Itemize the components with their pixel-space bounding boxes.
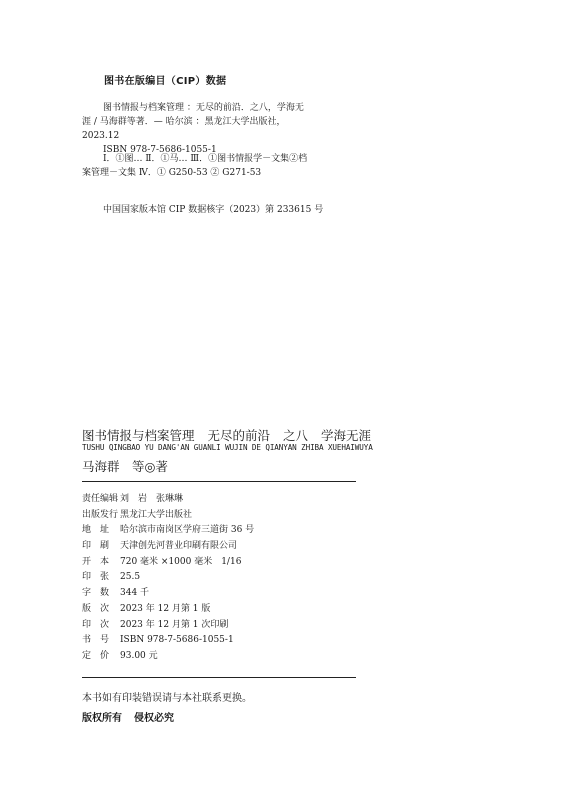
detail-row [82, 555, 254, 571]
detail-row [82, 633, 254, 649]
cip-description [82, 101, 372, 157]
detail-row [82, 618, 254, 634]
copyright-infringement: 侵权必究 [134, 713, 174, 724]
detail-row [82, 570, 254, 586]
copyright-notice [82, 709, 186, 724]
book-title-subtitle: 学海无涯 [321, 428, 372, 443]
detail-row [82, 508, 254, 524]
cip-description-line: 涯 / 马海群等著．— 哈尔滨 ：黑龙江大学出版社， [82, 117, 286, 127]
detail-value: 天津创先河普业印刷有限公司 [120, 541, 238, 552]
detail-label: 印 次 [82, 619, 110, 630]
cip-description-line: 2023.12 [82, 131, 120, 141]
detail-row [82, 586, 254, 602]
printing-error-notice: 本书如有印装错误请与本社联系更换。 [82, 693, 252, 704]
book-title-volume: 之八 [283, 428, 309, 443]
detail-row [82, 602, 254, 618]
detail-row [82, 523, 254, 539]
detail-value: ISBN 978-7-5686-1055-1 [120, 635, 234, 646]
detail-label: 印 刷 [82, 541, 110, 552]
book-title-series: 无尽的前沿 [207, 428, 271, 443]
detail-value: 哈尔滨市南岗区学府三道街 36 号 [120, 525, 255, 536]
cip-classification-line: Ⅰ．①图… Ⅱ．①马… Ⅲ．①图书情报学－文集②档 [103, 154, 308, 164]
detail-label: 开 本 [82, 556, 110, 567]
detail-label: 地 址 [82, 525, 110, 536]
detail-label: 字 数 [82, 588, 110, 599]
detail-row [82, 649, 254, 665]
detail-label: 定 价 [82, 650, 110, 661]
book-title-pinyin: TUSHU QINGBAO YU DANG'AN GUANLI WUJIN DE QIANYAN ZHIBA XUEHAIWUYA [82, 443, 373, 452]
book-title-main: 图书情报与档案管理 [82, 428, 195, 443]
detail-value: 93.00 元 [120, 650, 158, 661]
detail-value: 25.5 [120, 572, 141, 583]
detail-label: 印 张 [82, 572, 110, 583]
detail-value: 720 毫米 ×1000 毫米 1/16 [120, 556, 242, 567]
cip-isbn-line: ISBN 978-7-5686-1055-1 [103, 145, 217, 155]
book-title [82, 426, 384, 444]
detail-value: 2023 年 12 月第 1 次印刷 [120, 619, 229, 630]
publication-details [82, 492, 254, 665]
detail-value: 344 千 [120, 588, 150, 599]
detail-label: 责任编辑 [82, 494, 119, 504]
detail-row [82, 492, 254, 508]
cip-record-number: 中国国家版本馆 CIP 数据核字（2023）第 233615 号 [103, 205, 324, 215]
detail-row [82, 539, 254, 555]
cip-description-line: 图书情报与档案管理 ：无尽的前沿．之八，学海无 [103, 103, 304, 113]
book-author: 马海群 等◎著 [82, 459, 168, 474]
detail-value: 黑龙江大学出版社 [120, 509, 193, 520]
detail-label: 版 次 [82, 603, 110, 614]
detail-value: 刘 岩 张琳琳 [120, 494, 184, 504]
cip-heading: 图书在版编目（CIP）数据 [104, 76, 227, 87]
cip-classification [82, 152, 372, 180]
cip-record [82, 203, 372, 217]
divider [82, 481, 356, 482]
detail-label: 出版发行 [82, 509, 119, 520]
detail-label: 书 号 [82, 635, 110, 646]
cip-classification-line: 案管理－文集 Ⅳ．① G250-53 ② G271-53 [82, 168, 262, 178]
copyright-reserved: 版权所有 [82, 713, 122, 724]
divider [82, 677, 356, 678]
detail-value: 2023 年 12 月第 1 版 [120, 603, 211, 614]
